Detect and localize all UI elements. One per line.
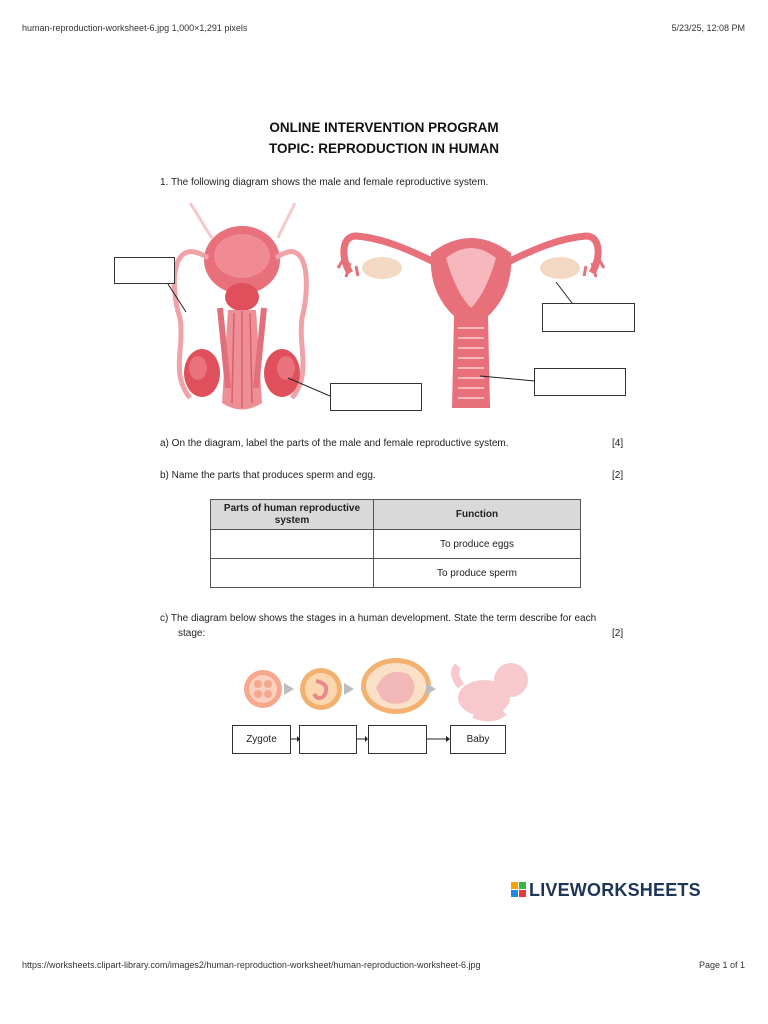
question-c-marks: [2] bbox=[612, 628, 624, 639]
question-1: 1. The following diagram shows the male and female reproductive system. bbox=[160, 177, 489, 188]
table-cell-function: To produce sperm bbox=[374, 559, 581, 588]
stage-box-baby: Baby bbox=[450, 725, 506, 754]
stage-box-zygote: Zygote bbox=[232, 725, 291, 754]
liveworksheets-brand: LIVEWORKSHEETS bbox=[529, 880, 701, 900]
question-a: a) On the diagram, label the parts of the male and female reproductive system. bbox=[160, 438, 509, 449]
question-b-marks: [2] bbox=[612, 470, 624, 481]
print-header-datetime: 5/23/25, 12:08 PM bbox=[671, 23, 745, 33]
question-a-marks: [4] bbox=[612, 438, 624, 449]
print-footer-url[interactable]: https://worksheets.clipart-library.com/images2/human-reproduction-worksheet/human-reproduction-worksheet-6.jpg bbox=[22, 960, 481, 970]
table-header-parts: Parts of human reproductive system bbox=[211, 500, 374, 530]
question-b: b) Name the parts that produces sperm and egg. bbox=[160, 470, 376, 481]
table-header-function: Function bbox=[374, 500, 581, 530]
worksheet-topic: TOPIC: REPRODUCTION IN HUMAN bbox=[268, 141, 499, 156]
liveworksheets-logo-icon bbox=[511, 882, 527, 898]
question-c-line1: c) The diagram below shows the stages in a human development. State the term describe for each bbox=[160, 613, 597, 624]
question-c-line2: stage: bbox=[178, 628, 206, 639]
print-footer-page: Page 1 of 1 bbox=[698, 960, 745, 970]
table-cell-function: To produce eggs bbox=[374, 530, 581, 559]
worksheet-title: ONLINE INTERVENTION PROGRAM bbox=[269, 120, 499, 135]
print-header-title: human-reproduction-worksheet-6.jpg 1,000×1,291 pixels bbox=[22, 23, 248, 33]
